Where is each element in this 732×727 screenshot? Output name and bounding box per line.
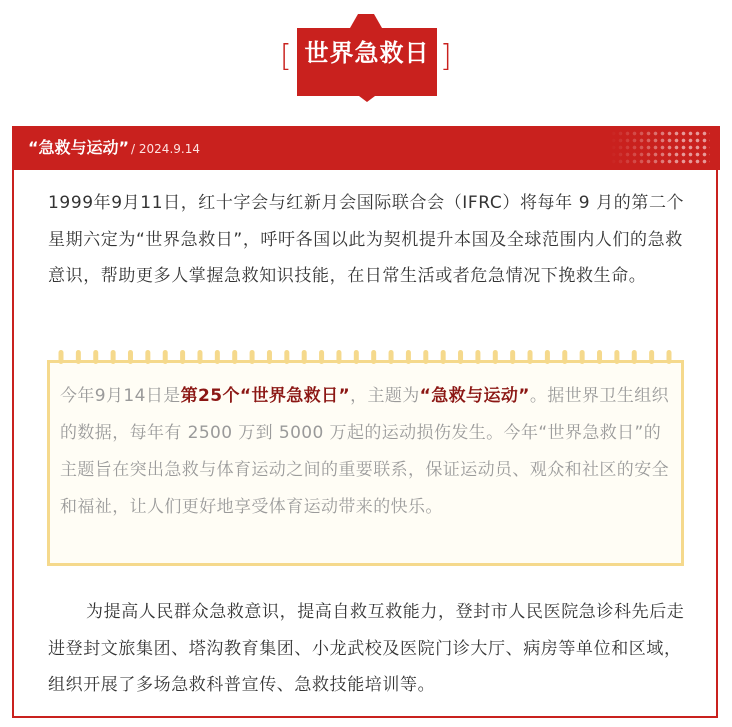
notepad-ring: [336, 350, 341, 364]
notepad-ring: [284, 350, 289, 364]
activity-paragraph: [48, 594, 696, 704]
note-text-part3: 。据世界卫生组织的数据，每年有 2500 万到 5000 万起的运动损伤发生。今年“世界急救日”的主题旨在突出急救与体育运动之间的重要联系，保证运动员、观众和社区的安全和福祉，让人们更好地享受体育运动带来的快乐。: [60, 386, 670, 517]
notepad-ring: [180, 350, 185, 364]
note-text-part2: ，主题为: [350, 386, 420, 406]
notepad-ring: [597, 350, 602, 364]
notepad-ring: [580, 350, 585, 364]
title-bracket-right: ]: [440, 39, 452, 74]
section-date: / 2024.9.14: [131, 142, 200, 156]
notepad-ring: [545, 350, 550, 364]
notepad-ring: [250, 350, 255, 364]
notepad-ring: [267, 350, 272, 364]
title-banner: [0, 0, 732, 110]
notepad-ring: [76, 350, 81, 364]
notepad-ring: [111, 350, 116, 364]
section-title: [28, 126, 200, 170]
intro-paragraph: 1999年9月11日，红十字会与红新月会国际联合会（IFRC）将每年 9 月的第二个星期六定为“世界急救日”，呼吁各国以此为契机提升本国及全球范围内人们的急救意识，帮助更多人掌握急救知识技能，在日常生活或者危急情况下挽救生命。: [48, 193, 685, 286]
notepad-ring: [649, 350, 654, 364]
dot-pattern-decoration: [610, 130, 710, 166]
notepad-ring: [510, 350, 515, 364]
page-title: 世界急救日: [304, 39, 430, 67]
note-text-part1: 今年9月14日是: [60, 386, 181, 406]
notepad-ring: [215, 350, 220, 364]
notepad-ring: [128, 350, 133, 364]
section-header: [12, 126, 720, 170]
section-title-text: “急救与运动”: [28, 138, 130, 157]
notepad-ring: [562, 350, 567, 364]
notepad-ring: [406, 350, 411, 364]
notepad-ring: [667, 350, 672, 364]
notepad-ring: [232, 350, 237, 364]
notepad-rings-decoration: [55, 348, 675, 368]
title-bracket-left: [: [280, 39, 292, 74]
notepad-ring: [59, 350, 64, 364]
note-highlight-theme: “急救与运动”: [419, 386, 530, 406]
notepad-ring: [389, 350, 394, 364]
notepad-ring: [371, 350, 376, 364]
activity-paragraph-text: 为提高人民群众急救意识，提高自救互救能力，登封市人民医院急诊科先后走进登封文旅集团、塔沟教育集团、小龙武校及医院门诊大厅、病房等单位和区域，组织开展了多场急救科普宣传、急救技能培训等。: [48, 602, 685, 695]
notepad-ring: [528, 350, 533, 364]
title-bottom-decoration: [297, 86, 437, 102]
notepad-ring: [423, 350, 428, 364]
title-tab-decoration: [350, 14, 382, 28]
notepad-ring: [163, 350, 168, 364]
notepad-ring: [441, 350, 446, 364]
notepad-ring: [302, 350, 307, 364]
notepad-ring: [354, 350, 359, 364]
note-highlight-anniversary: 第25个“世界急救日”: [180, 386, 351, 406]
note-text: [60, 378, 676, 526]
notepad-ring: [614, 350, 619, 364]
notepad-ring: [145, 350, 150, 364]
notepad-ring: [493, 350, 498, 364]
notepad-ring: [475, 350, 480, 364]
notepad-ring: [458, 350, 463, 364]
notepad-ring: [632, 350, 637, 364]
notepad-ring: [197, 350, 202, 364]
notepad-ring: [319, 350, 324, 364]
notepad-ring: [93, 350, 98, 364]
